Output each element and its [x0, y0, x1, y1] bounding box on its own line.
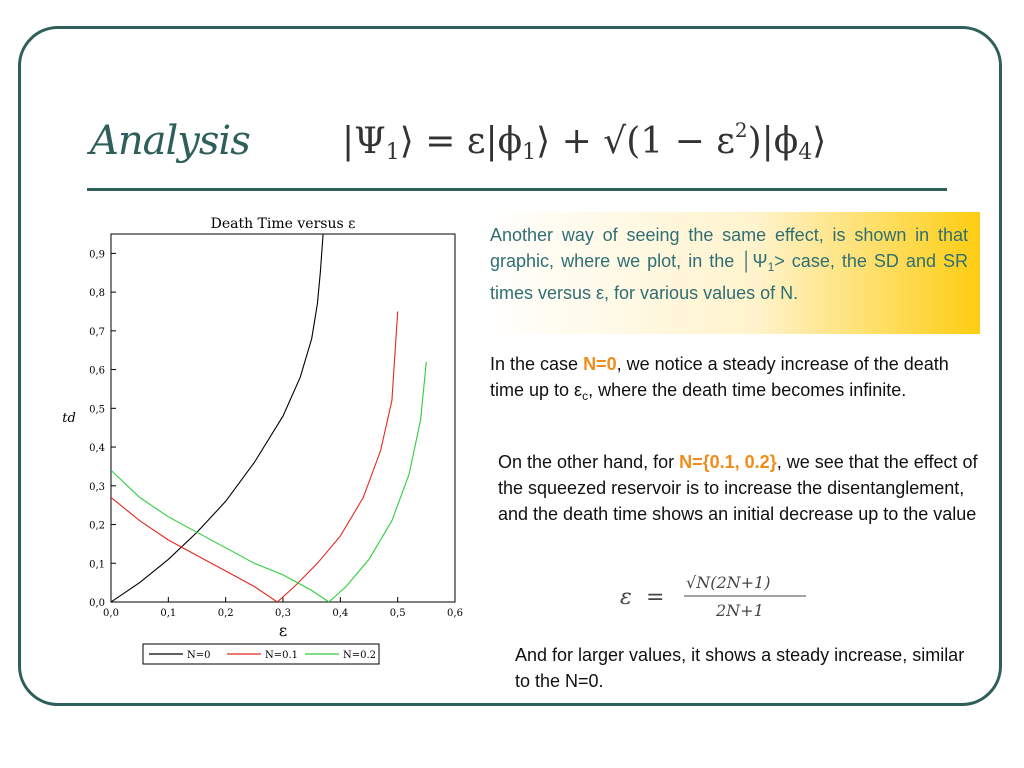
- legend-label: N=0.2: [343, 650, 377, 661]
- n0-paragraph: [490, 351, 980, 409]
- eps-num: √N(2N+1): [686, 573, 771, 592]
- intro-paragraph: [490, 222, 968, 306]
- death-time-chart: [55, 212, 475, 682]
- formula-sub: 1: [522, 140, 537, 165]
- p2-b: , we notice a steady increase of the death time up to ε: [490, 354, 949, 400]
- x-tick-label: 0,4: [332, 608, 349, 619]
- series-line-N=0: [111, 234, 323, 602]
- series-line-N=0.1: [111, 312, 398, 603]
- state-formula: [342, 118, 826, 165]
- formula-plus: ⟩ + √(1 − ε: [536, 121, 735, 162]
- formula-sub: 4: [798, 140, 813, 165]
- y-tick-label: 0,1: [89, 559, 105, 571]
- x-tick-label: 0,2: [217, 608, 234, 619]
- epsilon-formula-svg: [620, 572, 820, 624]
- p2-highlight: N=0: [583, 354, 617, 374]
- formula-eq: =: [425, 121, 456, 162]
- formula-rangle: ⟩: [399, 121, 414, 162]
- y-tick-label: 0,4: [89, 443, 105, 455]
- p3-highlight: N={0.1, 0.2}: [679, 452, 777, 472]
- x-tick-label: 0,1: [160, 608, 177, 619]
- p2-sub: c: [582, 389, 589, 403]
- y-axis-label: td: [62, 411, 76, 426]
- formula-sup: 2: [734, 118, 748, 142]
- intro-sub: 1: [767, 260, 775, 274]
- formula-end: )|ϕ: [747, 121, 799, 162]
- intro-text-a: Another way of seeing the same effect, is shown in that graphic, where we plot, in the │Ψ: [490, 225, 968, 271]
- formula-eps: ε|ϕ: [466, 121, 523, 162]
- y-tick-label: 0,7: [89, 326, 105, 338]
- chart-svg: [55, 212, 475, 682]
- x-tick-label: 0,3: [275, 608, 291, 619]
- p2-c: , where the death time becomes infinite.: [588, 380, 907, 400]
- y-tick-label: 0,6: [89, 365, 105, 377]
- formula-lhs: |Ψ: [342, 121, 386, 162]
- p2-a: In the case: [490, 354, 584, 374]
- x-tick-label: 0,5: [389, 608, 406, 619]
- legend-label: N=0: [187, 650, 211, 661]
- chart-title: Death Time versus ε: [210, 216, 356, 232]
- plot-area: [111, 234, 455, 602]
- y-tick-label: 0,2: [89, 520, 105, 532]
- conclusion-paragraph: And for larger values, it shows a steady increase, similar to the N=0.: [515, 645, 965, 691]
- x-axis-label: ε: [278, 621, 288, 640]
- formula-sub: 1: [385, 140, 400, 165]
- eps-lhs: ε: [620, 585, 632, 610]
- y-tick-label: 0,5: [89, 404, 105, 416]
- series-line-N=0.2: [111, 362, 426, 602]
- p3-a: On the other hand, for: [498, 452, 680, 472]
- squeezed-paragraph: [498, 449, 978, 527]
- eps-den: 2N+1: [716, 601, 764, 620]
- y-tick-label: 0,8: [89, 288, 105, 300]
- x-tick-label: 0,0: [103, 608, 119, 619]
- slide-title: Analysis: [90, 118, 250, 164]
- formula-close: ⟩: [812, 121, 827, 162]
- eps-eq: =: [646, 585, 665, 610]
- y-tick-label: 0,0: [89, 598, 105, 609]
- intro-text-b: > case, the SD and SR times versus ε, for various values of N.: [490, 251, 968, 303]
- title-divider: [87, 188, 947, 191]
- y-tick-label: 0,3: [89, 481, 105, 493]
- p3-b: , we see that the effect of the squeezed reservoir is to increase the disentanglement, and the death time shows an initial decrease up to the value: [498, 452, 978, 524]
- y-tick-label: 0,9: [89, 249, 105, 261]
- legend-label: N=0.1: [265, 650, 299, 661]
- x-tick-label: 0,6: [447, 608, 463, 619]
- epsilon-formula: [620, 572, 820, 629]
